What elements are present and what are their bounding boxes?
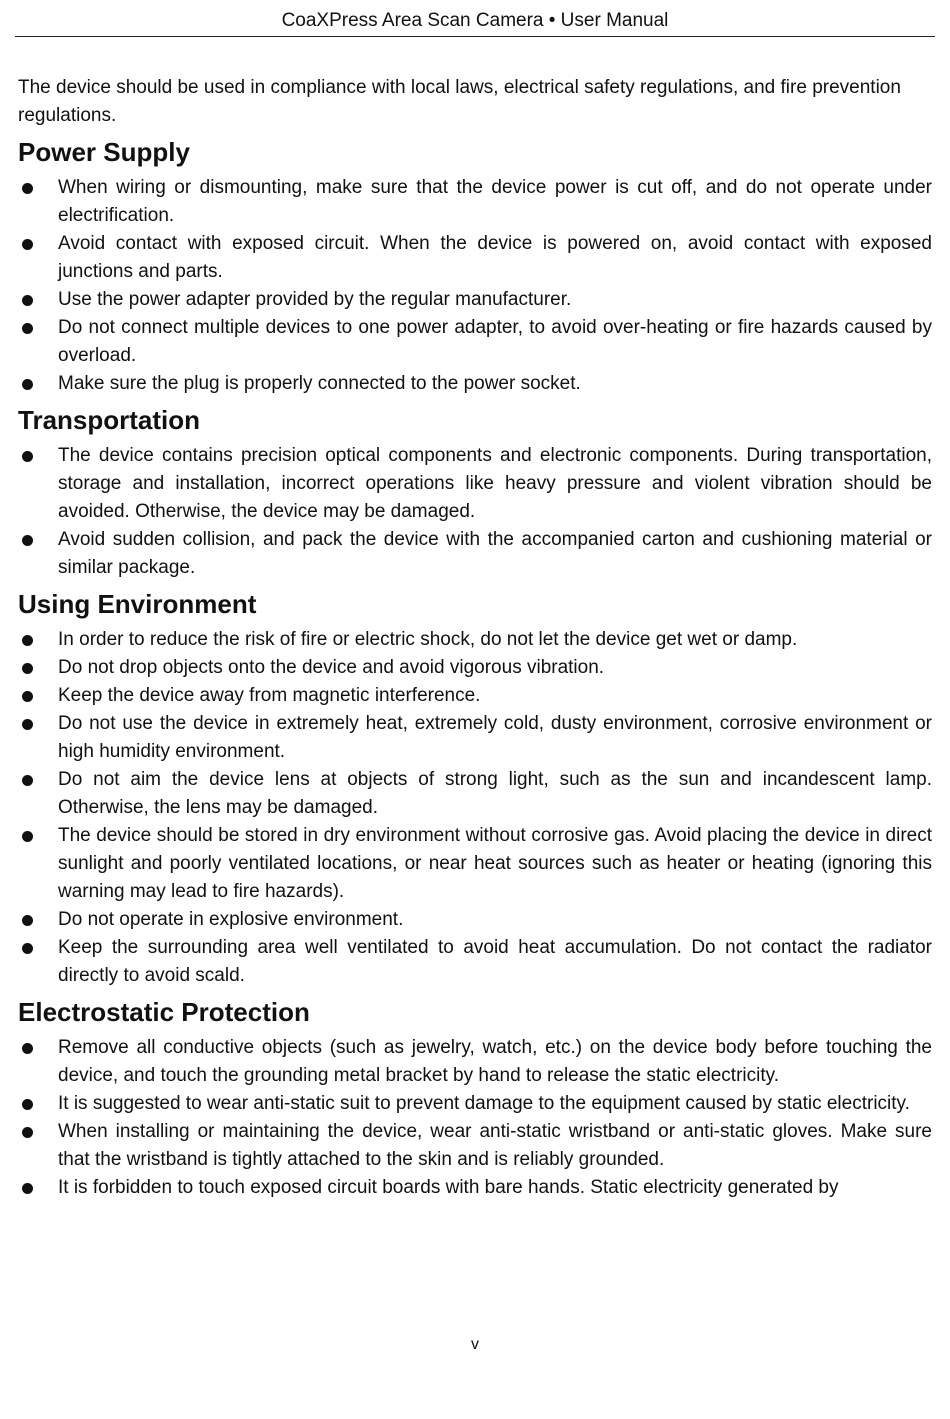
page-number: v [471,1336,479,1353]
list-item: It is suggested to wear anti-static suit to prevent damage to the equipment caused by static electricity. [18,1090,932,1118]
bullet-icon [22,183,33,194]
bullet-icon [22,915,33,926]
list-item: When wiring or dismounting, make sure that the device power is cut off, and do not operate under electrification. [18,174,932,230]
section-heading-using-environment: Using Environment [18,589,257,619]
bullet-icon [22,1099,33,1110]
bullet-icon [22,635,33,646]
using-environment-list [18,626,932,990]
bullet-icon [22,295,33,306]
list-item: Use the power adapter provided by the regular manufacturer. [18,286,932,314]
bullet-icon [22,1127,33,1138]
bullet-icon [22,831,33,842]
bullet-icon [22,663,33,674]
transportation-list [18,442,932,582]
list-item: It is forbidden to touch exposed circuit boards with bare hands. Static electricity generated by [18,1174,932,1202]
bullet-icon [22,943,33,954]
list-item: Keep the device away from magnetic interference. [18,682,932,710]
section-heading-electrostatic-protection: Electrostatic Protection [18,997,310,1027]
list-item: Do not operate in explosive environment. [18,906,932,934]
bullet-icon [22,691,33,702]
bullet-icon [22,775,33,786]
bullet-icon [22,239,33,250]
list-item: Remove all conductive objects (such as jewelry, watch, etc.) on the device body before touching the device, and touch the grounding metal bracket by hand to release the static electricity. [18,1034,932,1090]
electrostatic-protection-list [18,1034,932,1202]
list-item: Make sure the plug is properly connected to the power socket. [18,370,932,398]
list-item: Do not aim the device lens at objects of strong light, such as the sun and incandescent lamp. Otherwise, the lens may be damaged. [18,766,932,822]
bullet-icon [22,1183,33,1194]
running-header: CoaXPress Area Scan Camera • User Manual [15,8,935,37]
list-item: The device should be stored in dry environment without corrosive gas. Avoid placing the device in direct sunlight and poorly ventilated locations, or near heat sources such as heater or heating (ignoring this warning may lead to fire hazards). [18,822,932,906]
bullet-icon [22,379,33,390]
bullet-icon [22,719,33,730]
power-supply-list [18,174,932,398]
list-item: In order to reduce the risk of fire or electric shock, do not let the device get wet or damp. [18,626,932,654]
bullet-icon [22,323,33,334]
list-item: Avoid contact with exposed circuit. When the device is powered on, avoid contact with exposed junctions and parts. [18,230,932,286]
section-heading-power-supply: Power Supply [18,137,190,167]
bullet-icon [22,535,33,546]
list-item: Do not drop objects onto the device and avoid vigorous vibration. [18,654,932,682]
list-item: Avoid sudden collision, and pack the device with the accompanied carton and cushioning material or similar package. [18,526,932,582]
list-item: When installing or maintaining the device, wear anti-static wristband or anti-static gloves. Make sure that the wristband is tightly attached to the skin and is reliably grounded. [18,1118,932,1174]
list-item: Do not use the device in extremely heat, extremely cold, dusty environment, corrosive environment or high humidity environment. [18,710,932,766]
list-item: The device contains precision optical components and electronic components. During transportation, storage and installation, incorrect operations like heavy pressure and violent vibration should be avoided. Otherwise, the device may be damaged. [18,442,932,526]
section-heading-transportation: Transportation [18,405,201,435]
list-item: Do not connect multiple devices to one power adapter, to avoid over-heating or fire hazards caused by overload. [18,314,932,370]
intro-paragraph: The device should be used in compliance with local laws, electrical safety regulations, and fire prevention regulations. [18,77,901,126]
list-item: Keep the surrounding area well ventilated to avoid heat accumulation. Do not contact the radiator directly to avoid scald. [18,934,932,990]
document-body [18,74,932,1202]
bullet-icon [22,451,33,462]
bullet-icon [22,1043,33,1054]
